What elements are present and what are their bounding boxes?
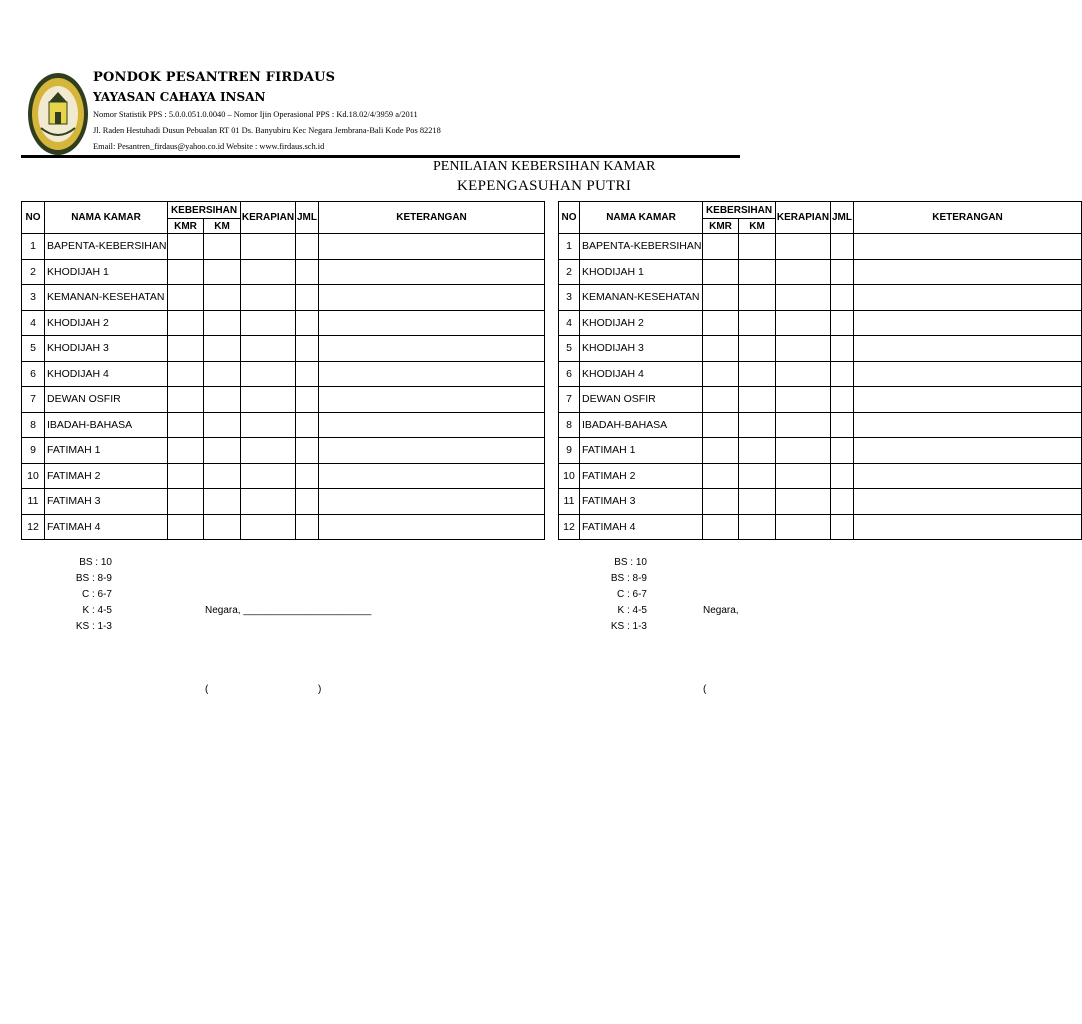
row-number: 3 [559, 285, 580, 311]
grade-legend-left [70, 555, 112, 635]
header-keterangan: KETERANGAN [319, 202, 545, 234]
kerapian-cell[interactable] [241, 438, 296, 464]
room-name: KHODIJAH 1 [45, 259, 168, 285]
keterangan-cell[interactable] [854, 438, 1082, 464]
keterangan-cell[interactable] [319, 259, 545, 285]
row-number: 10 [559, 463, 580, 489]
keterangan-cell[interactable] [319, 514, 545, 540]
table-row [22, 336, 545, 362]
statistic-number: Nomor Statistik PPS : 5.0.0.051.0.0040 – Nomor Ijin Operasional PPS : Kd.18.02/4/3959 a/2011 [93, 110, 418, 119]
table-row [22, 234, 545, 260]
kerapian-cell[interactable] [776, 361, 831, 387]
place-date-field: Negara, _______________________ [205, 605, 372, 616]
table-row [559, 310, 1082, 336]
kmr-cell[interactable] [168, 361, 204, 387]
table-row [559, 361, 1082, 387]
keterangan-cell[interactable] [319, 438, 545, 464]
kmr-cell[interactable] [703, 310, 739, 336]
row-number: 11 [559, 489, 580, 515]
jml-cell[interactable] [296, 463, 319, 489]
km-cell[interactable] [739, 489, 776, 515]
kerapian-cell[interactable] [776, 259, 831, 285]
jml-cell[interactable] [831, 310, 854, 336]
header-jml: JML [296, 202, 319, 234]
jml-cell[interactable] [831, 438, 854, 464]
kmr-cell[interactable] [168, 463, 204, 489]
km-cell[interactable] [204, 361, 241, 387]
kmr-cell[interactable] [168, 234, 204, 260]
kerapian-cell[interactable] [241, 463, 296, 489]
room-name: BAPENTA-KEBERSIHAN [580, 234, 703, 260]
kerapian-cell[interactable] [776, 234, 831, 260]
jml-cell[interactable] [296, 514, 319, 540]
room-name: FATIMAH 4 [45, 514, 168, 540]
keterangan-cell[interactable] [319, 463, 545, 489]
row-number: 1 [22, 234, 45, 260]
assessment-table-left [21, 201, 545, 540]
legend-item: KS : 1-3 [610, 621, 647, 632]
legend-item: BS : 10 [614, 557, 647, 568]
km-cell[interactable] [739, 412, 776, 438]
jml-cell[interactable] [831, 387, 854, 413]
kmr-cell[interactable] [703, 463, 739, 489]
kmr-cell[interactable] [168, 412, 204, 438]
jml-cell[interactable] [296, 489, 319, 515]
row-number: 3 [22, 285, 45, 311]
keterangan-cell[interactable] [854, 234, 1082, 260]
kerapian-cell[interactable] [776, 463, 831, 489]
header-kebersihan: KEBERSIHAN [703, 202, 776, 219]
kerapian-cell[interactable] [241, 336, 296, 362]
room-name: KHODIJAH 4 [45, 361, 168, 387]
room-name: DEWAN OSFIR [580, 387, 703, 413]
jml-cell[interactable] [831, 285, 854, 311]
place-date-field-right: Negara, [703, 605, 739, 616]
kerapian-cell[interactable] [241, 361, 296, 387]
jml-cell[interactable] [831, 259, 854, 285]
header-km: KM [739, 219, 776, 234]
header-kmr: KMR [703, 219, 739, 234]
keterangan-cell[interactable] [319, 336, 545, 362]
jml-cell[interactable] [296, 259, 319, 285]
room-name: BAPENTA-KEBERSIHAN [45, 234, 168, 260]
km-cell[interactable] [739, 361, 776, 387]
keterangan-cell[interactable] [854, 514, 1082, 540]
legend-item: BS : 8-9 [610, 573, 647, 584]
km-cell[interactable] [739, 387, 776, 413]
kmr-cell[interactable] [703, 285, 739, 311]
km-cell[interactable] [204, 514, 241, 540]
kerapian-cell[interactable] [241, 310, 296, 336]
row-number: 12 [22, 514, 45, 540]
kerapian-cell[interactable] [241, 387, 296, 413]
header-nama-kamar: NAMA KAMAR [45, 202, 168, 234]
table-row [559, 285, 1082, 311]
kmr-cell[interactable] [703, 336, 739, 362]
kerapian-cell[interactable] [776, 489, 831, 515]
row-number: 2 [559, 259, 580, 285]
jml-cell[interactable] [831, 412, 854, 438]
keterangan-cell[interactable] [319, 387, 545, 413]
row-number: 4 [22, 310, 45, 336]
table-row [559, 234, 1082, 260]
room-name: KEMANAN-KESEHATAN [45, 285, 168, 311]
room-name: KHODIJAH 3 [580, 336, 703, 362]
form-subtitle: KEPENGASUHAN PUTRI [457, 178, 632, 194]
jml-cell[interactable] [831, 489, 854, 515]
km-cell[interactable] [739, 259, 776, 285]
jml-cell[interactable] [296, 310, 319, 336]
kmr-cell[interactable] [168, 336, 204, 362]
kerapian-cell[interactable] [776, 514, 831, 540]
row-number: 11 [22, 489, 45, 515]
room-name: FATIMAH 4 [580, 514, 703, 540]
table-row [22, 514, 545, 540]
km-cell[interactable] [204, 438, 241, 464]
kmr-cell[interactable] [168, 438, 204, 464]
row-number: 8 [559, 412, 580, 438]
grade-legend-right [605, 555, 647, 635]
jml-cell[interactable] [296, 285, 319, 311]
kmr-cell[interactable] [703, 489, 739, 515]
row-number: 4 [559, 310, 580, 336]
row-number: 1 [559, 234, 580, 260]
kmr-cell[interactable] [703, 361, 739, 387]
header-keterangan: KETERANGAN [854, 202, 1082, 234]
keterangan-cell[interactable] [319, 361, 545, 387]
assessment-table-right [558, 201, 1082, 540]
row-number: 12 [559, 514, 580, 540]
kmr-cell[interactable] [703, 234, 739, 260]
km-cell[interactable] [204, 310, 241, 336]
room-name: FATIMAH 2 [45, 463, 168, 489]
kmr-cell[interactable] [168, 514, 204, 540]
jml-cell[interactable] [831, 336, 854, 362]
jml-cell[interactable] [831, 463, 854, 489]
room-name: FATIMAH 2 [580, 463, 703, 489]
km-cell[interactable] [739, 336, 776, 362]
jml-cell[interactable] [831, 361, 854, 387]
table-row [22, 463, 545, 489]
room-name: KEMANAN-KESEHATAN [580, 285, 703, 311]
table-row [559, 412, 1082, 438]
table-row [22, 310, 545, 336]
room-name: KHODIJAH 2 [45, 310, 168, 336]
row-number: 7 [559, 387, 580, 413]
kmr-cell[interactable] [168, 489, 204, 515]
keterangan-cell[interactable] [319, 285, 545, 311]
room-name: KHODIJAH 4 [580, 361, 703, 387]
table-row [559, 514, 1082, 540]
km-cell[interactable] [739, 463, 776, 489]
km-cell[interactable] [739, 438, 776, 464]
keterangan-cell[interactable] [854, 259, 1082, 285]
table-row [559, 387, 1082, 413]
table-row [22, 361, 545, 387]
header-kmr: KMR [168, 219, 204, 234]
legend-item: C : 6-7 [81, 589, 112, 600]
table-row [22, 438, 545, 464]
kerapian-cell[interactable] [241, 234, 296, 260]
jml-cell[interactable] [296, 361, 319, 387]
kerapian-cell[interactable] [776, 438, 831, 464]
km-cell[interactable] [204, 234, 241, 260]
header-nama-kamar: NAMA KAMAR [580, 202, 703, 234]
row-number: 6 [22, 361, 45, 387]
table-row [22, 387, 545, 413]
keterangan-cell[interactable] [854, 310, 1082, 336]
row-number: 9 [559, 438, 580, 464]
km-cell[interactable] [739, 310, 776, 336]
jml-cell[interactable] [296, 336, 319, 362]
header-no: NO [559, 202, 580, 234]
legend-item: KS : 1-3 [75, 621, 112, 632]
row-number: 6 [559, 361, 580, 387]
kmr-cell[interactable] [703, 412, 739, 438]
header-km: KM [204, 219, 241, 234]
kerapian-cell[interactable] [241, 514, 296, 540]
row-number: 7 [22, 387, 45, 413]
keterangan-cell[interactable] [854, 336, 1082, 362]
km-cell[interactable] [204, 412, 241, 438]
room-name: KHODIJAH 3 [45, 336, 168, 362]
table-row [559, 259, 1082, 285]
keterangan-cell[interactable] [854, 463, 1082, 489]
room-name: IBADAH-BAHASA [45, 412, 168, 438]
table-row [559, 438, 1082, 464]
keterangan-cell[interactable] [319, 489, 545, 515]
km-cell[interactable] [204, 336, 241, 362]
kmr-cell[interactable] [703, 514, 739, 540]
keterangan-cell[interactable] [854, 489, 1082, 515]
signature-open-paren-right: ( [703, 684, 707, 695]
signature-open-paren: ( [205, 684, 209, 695]
institution-name: PONDOK PESANTREN FIRDAUS [93, 70, 336, 85]
km-cell[interactable] [739, 285, 776, 311]
signature-close-paren: ) [318, 684, 322, 695]
room-name: FATIMAH 1 [580, 438, 703, 464]
kmr-cell[interactable] [703, 259, 739, 285]
jml-cell[interactable] [831, 514, 854, 540]
room-name: DEWAN OSFIR [45, 387, 168, 413]
km-cell[interactable] [204, 463, 241, 489]
keterangan-cell[interactable] [854, 387, 1082, 413]
table-row [559, 489, 1082, 515]
jml-cell[interactable] [296, 438, 319, 464]
kerapian-cell[interactable] [776, 412, 831, 438]
room-name: FATIMAH 1 [45, 438, 168, 464]
row-number: 10 [22, 463, 45, 489]
header-jml: JML [831, 202, 854, 234]
keterangan-cell[interactable] [854, 412, 1082, 438]
jml-cell[interactable] [296, 387, 319, 413]
pesantren-seal-logo [27, 72, 89, 156]
km-cell[interactable] [739, 514, 776, 540]
legend-item: K : 4-5 [617, 605, 647, 616]
header-kebersihan: KEBERSIHAN [168, 202, 241, 219]
legend-item: K : 4-5 [82, 605, 112, 616]
room-name: KHODIJAH 2 [580, 310, 703, 336]
keterangan-cell[interactable] [319, 310, 545, 336]
row-number: 8 [22, 412, 45, 438]
legend-item: C : 6-7 [616, 589, 647, 600]
row-number: 9 [22, 438, 45, 464]
kmr-cell[interactable] [703, 387, 739, 413]
form-title: PENILAIAN KEBERSIHAN KAMAR [433, 159, 656, 174]
table-row [559, 463, 1082, 489]
kerapian-cell[interactable] [241, 489, 296, 515]
jml-cell[interactable] [296, 234, 319, 260]
kerapian-cell[interactable] [776, 285, 831, 311]
header-no: NO [22, 202, 45, 234]
kerapian-cell[interactable] [241, 285, 296, 311]
room-name: KHODIJAH 1 [580, 259, 703, 285]
address: Jl. Raden Hestuhadi Dusun Pebualan RT 01 Ds. Banyubiru Kec Negara Jembrana-Bali Kode Pos 82218 [93, 126, 441, 135]
keterangan-cell[interactable] [319, 234, 545, 260]
header-divider [21, 155, 740, 158]
kmr-cell[interactable] [168, 259, 204, 285]
keterangan-cell[interactable] [854, 285, 1082, 311]
assessment-table-right-clip [558, 201, 1003, 541]
km-cell[interactable] [204, 387, 241, 413]
kmr-cell[interactable] [168, 310, 204, 336]
row-number: 5 [559, 336, 580, 362]
jml-cell[interactable] [296, 412, 319, 438]
room-name: FATIMAH 3 [45, 489, 168, 515]
header-kerapian: KERAPIAN [776, 202, 831, 234]
km-cell[interactable] [204, 259, 241, 285]
room-name: IBADAH-BAHASA [580, 412, 703, 438]
table-row [22, 489, 545, 515]
table-row [22, 259, 545, 285]
kerapian-cell[interactable] [241, 259, 296, 285]
room-name: FATIMAH 3 [580, 489, 703, 515]
row-number: 5 [22, 336, 45, 362]
header-kerapian: KERAPIAN [241, 202, 296, 234]
kerapian-cell[interactable] [776, 336, 831, 362]
kerapian-cell[interactable] [776, 310, 831, 336]
kerapian-cell[interactable] [776, 387, 831, 413]
contact-info: Email: Pesantren_firdaus@yahoo.co.id Website : www.firdaus.sch.id [93, 142, 325, 151]
km-cell[interactable] [204, 285, 241, 311]
kmr-cell[interactable] [168, 387, 204, 413]
kerapian-cell[interactable] [241, 412, 296, 438]
kmr-cell[interactable] [703, 438, 739, 464]
table-row [22, 285, 545, 311]
table-row [559, 336, 1082, 362]
keterangan-cell[interactable] [319, 412, 545, 438]
km-cell[interactable] [739, 234, 776, 260]
keterangan-cell[interactable] [854, 361, 1082, 387]
foundation-name: YAYASAN CAHAYA INSAN [93, 90, 266, 104]
legend-item: BS : 10 [79, 557, 112, 568]
row-number: 2 [22, 259, 45, 285]
kmr-cell[interactable] [168, 285, 204, 311]
km-cell[interactable] [204, 489, 241, 515]
jml-cell[interactable] [831, 234, 854, 260]
legend-item: BS : 8-9 [75, 573, 112, 584]
table-row [22, 412, 545, 438]
